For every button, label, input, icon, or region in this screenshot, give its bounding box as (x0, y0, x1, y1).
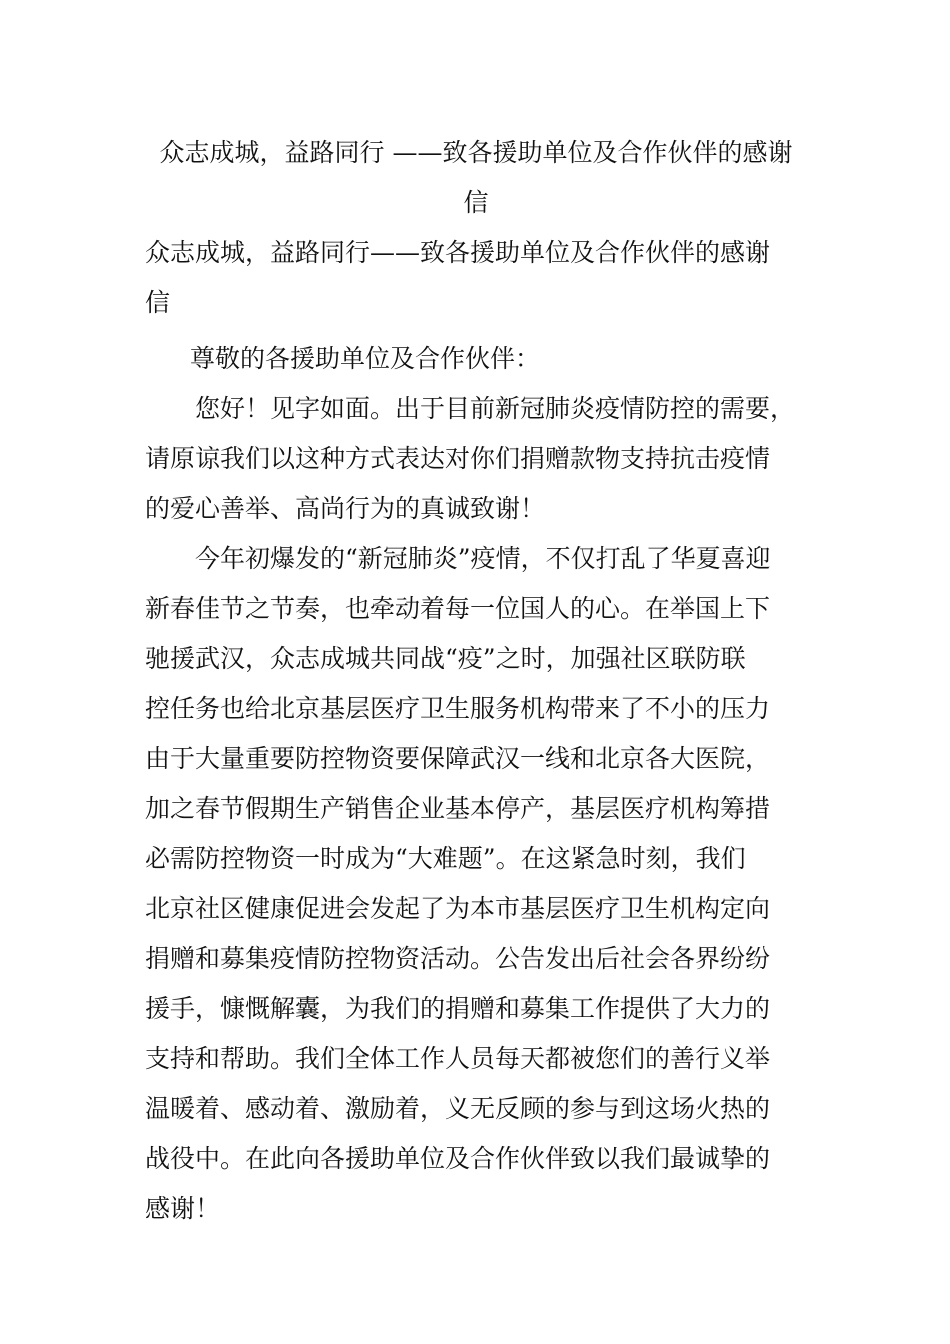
paragraph-line: 新春佳节之节奏，也牵动着每一位国人的心。在举国上下 (145, 594, 771, 623)
paragraph-line: 请原谅我们以这种方式表达对你们捐赠款物支持抗击疫情 (145, 444, 771, 473)
paragraph-line: 温暖着、感动着、激励着，义无反顾的参与到这场火热的 (145, 1094, 771, 1123)
paragraph-line: 您好！见字如面。出于目前新冠肺炎疫情防控的需要， (195, 394, 796, 423)
paragraph-line: 感谢！ (145, 1194, 221, 1223)
paragraph-1 (145, 384, 807, 534)
document-title (145, 128, 807, 228)
paragraph-2 (145, 534, 807, 1234)
subtitle-line-1: 众志成城，益路同行——致各援助单位及合作伙伴的感谢 (145, 238, 771, 267)
paragraph-line: 北京社区健康促进会发起了为本市基层医疗卫生机构定向 (145, 894, 771, 923)
subtitle-line-2: 信 (145, 288, 171, 317)
title-line-2: 信 (463, 188, 489, 217)
document-subtitle (145, 228, 807, 328)
document-page (145, 128, 807, 1234)
paragraph-line: 由于大量重要防控物资要保障武汉一线和北京各大医院， (145, 744, 771, 773)
paragraph-line: 支持和帮助。我们全体工作人员每天都被您们的善行义举 (145, 1044, 771, 1073)
greeting: 尊敬的各援助单位及合作伙伴： (190, 344, 541, 373)
paragraph-line: 加之春节假期生产销售企业基本停产，基层医疗机构筹措 (145, 794, 771, 823)
paragraph-line: 援手，慷慨解囊，为我们的捐赠和募集工作提供了大力的 (145, 994, 771, 1023)
paragraph-line: 今年初爆发的“新冠肺炎”疫情，不仅打乱了华夏喜迎 (195, 544, 771, 573)
paragraph-line: 战役中。在此向各援助单位及合作伙伴致以我们最诚挚的 (145, 1144, 771, 1173)
paragraph-line: 的爱心善举、高尚行为的真诚致谢！ (145, 494, 546, 523)
paragraph-line: 驰援武汉，众志成城共同战“疫”之时，加强社区联防联 (145, 644, 746, 673)
title-line-1: 众志成城，益路同行 ——致各援助单位及合作伙伴的感谢 (159, 138, 793, 167)
paragraph-line: 控任务也给北京基层医疗卫生服务机构带来了不小的压力 (145, 694, 771, 723)
paragraph-line: 必需防控物资一时成为“大难题”。在这紧急时刻，我们 (145, 844, 746, 873)
paragraph-line: 捐赠和募集疫情防控物资活动。公告发出后社会各界纷纷 (145, 944, 771, 973)
